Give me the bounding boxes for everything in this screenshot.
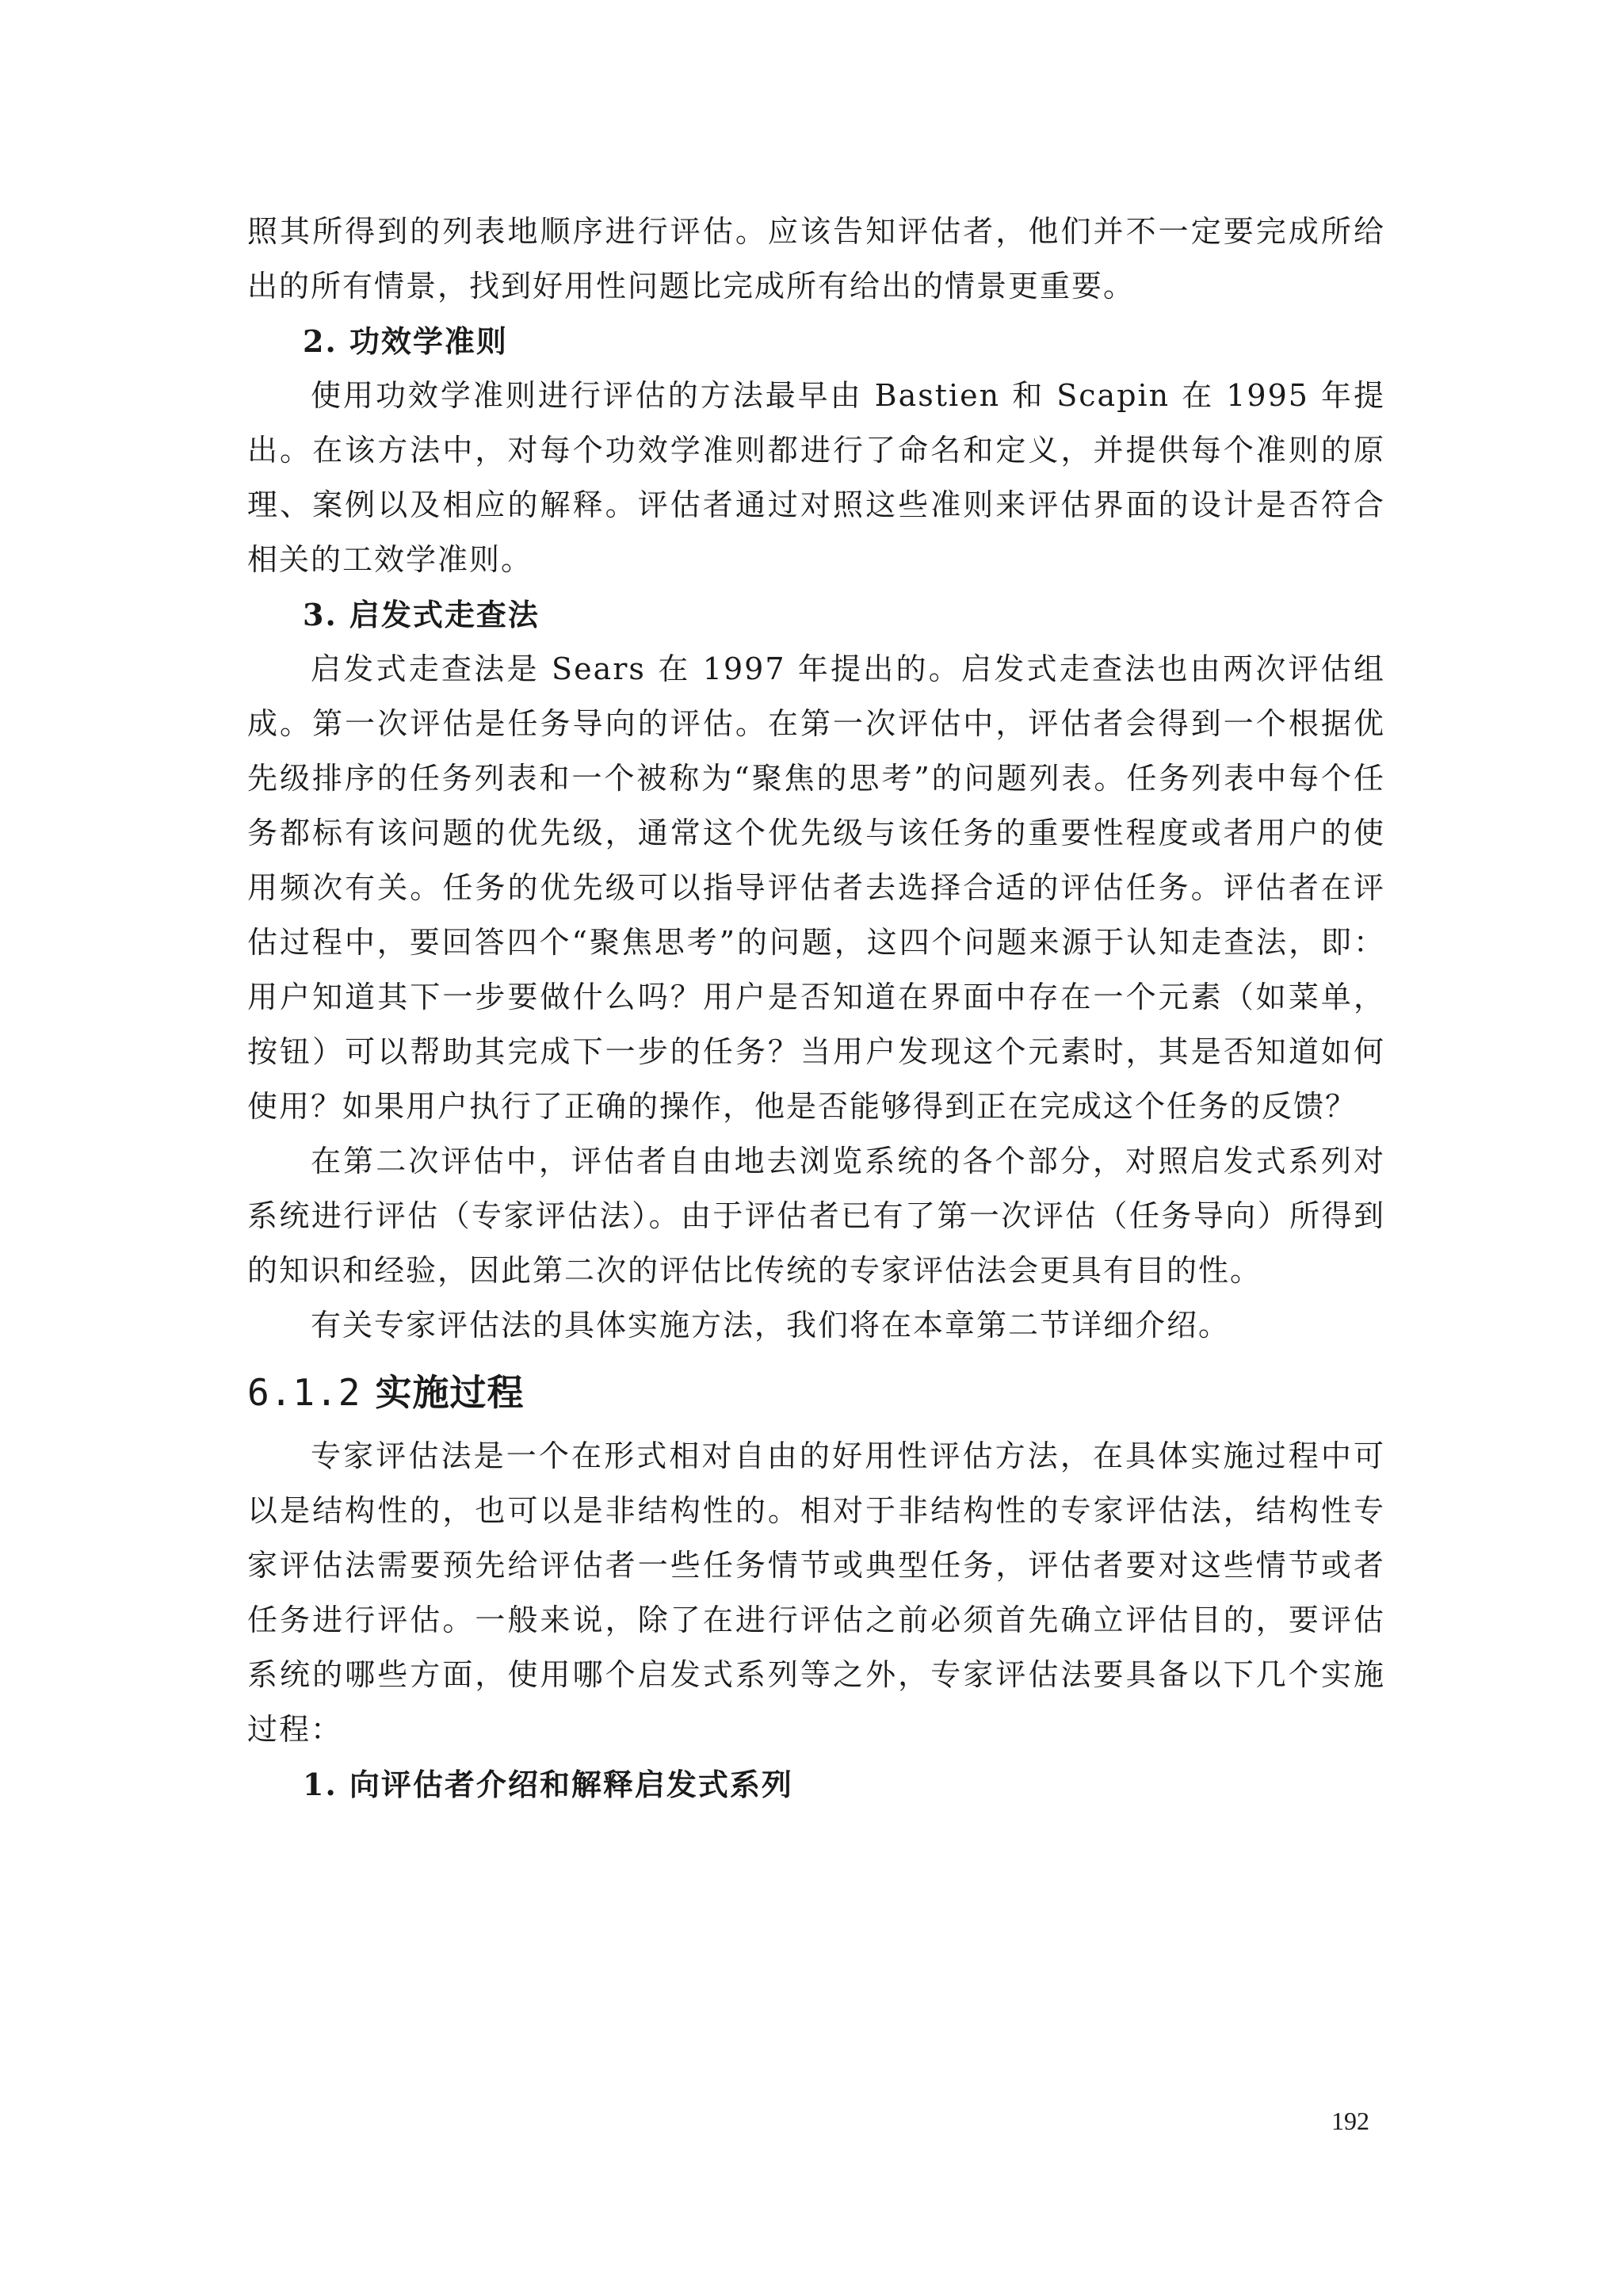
subheading-heuristic-walkthrough: 3. 启发式走查法 [303, 597, 540, 632]
section-title: 实施过程 [375, 1371, 525, 1414]
page-content [247, 204, 1385, 1812]
subheading-ergonomic-criteria: 2. 功效学准则 [303, 323, 508, 359]
subheading-introduce-heuristics: 1. 向评估者介绍和解释启发式系列 [303, 1767, 793, 1802]
paragraph-implementation-process: 专家评估法是一个在形式相对自由的好用性评估方法，在具体实施过程中可以是结构性的，也可以是非结构性的。相对于非结构性的专家评估法，结构性专家评估法需要预先给评估者一些任务情节或典型任务，评估者要对这些情节或者任务进行评估。一般来说，除了在进行评估之前必须首先确立评估目的，要评估系统的哪些方面，使用哪个启发式系列等之外，专家评估法要具备以下几个实施过程： [247, 1438, 1385, 1747]
paragraph-heuristic-walkthrough: 启发式走查法是 Sears 在 1997 年提出的。启发式走查法也由两次评估组成。第一次评估是任务导向的评估。在第一次评估中，评估者会得到一个根据优先级排序的任务列表和一个被称为“聚焦的思考”的问题列表。任务列表中每个任务都标有该问题的优先级，通常这个优先级与该任务的重要性程度或者用户的使用频次有关。任务的优先级可以指导评估者去选择合适的评估任务。评估者在评估过程中，要回答四个“聚焦思考”的问题，这四个问题来源于认知走查法，即：用户知道其下一步要做什么吗？用户是否知道在界面中存在一个元素（如菜单，按钮）可以帮助其完成下一步的任务？当用户发现这个元素时，其是否知道如何使用？如果用户执行了正确的操作，他是否能够得到正在完成这个任务的反馈？ [247, 651, 1385, 1124]
section-number: 6.1.2 [247, 1371, 361, 1414]
paragraph-expert-method-note: 有关专家评估法的具体实施方法，我们将在本章第二节详细介绍。 [311, 1308, 1231, 1343]
section-heading [247, 1364, 1385, 1421]
page-number: 192 [1331, 2107, 1369, 2135]
paragraph-ergonomic-criteria: 使用功效学准则进行评估的方法最早由 Bastien 和 Scapin 在 1995 年提出。在该方法中，对每个功效学准则都进行了命名和定义，并提供每个准则的原理、案例以及相应的解释。评估者通过对照这些准则来评估界面的设计是否符合相关的工效学准则。 [247, 378, 1385, 577]
paragraph-continuation: 照其所得到的列表地顺序进行评估。应该告知评估者，他们并不一定要完成所给出的所有情景，找到好用性问题比完成所有给出的情景更重要。 [247, 214, 1385, 304]
paragraph-second-evaluation: 在第二次评估中，评估者自由地去浏览系统的各个部分，对照启发式系列对系统进行评估（专家评估法）。由于评估者已有了第一次评估（任务导向）所得到的知识和经验，因此第二次的评估比传统的专家评估法会更具有目的性。 [247, 1144, 1385, 1288]
